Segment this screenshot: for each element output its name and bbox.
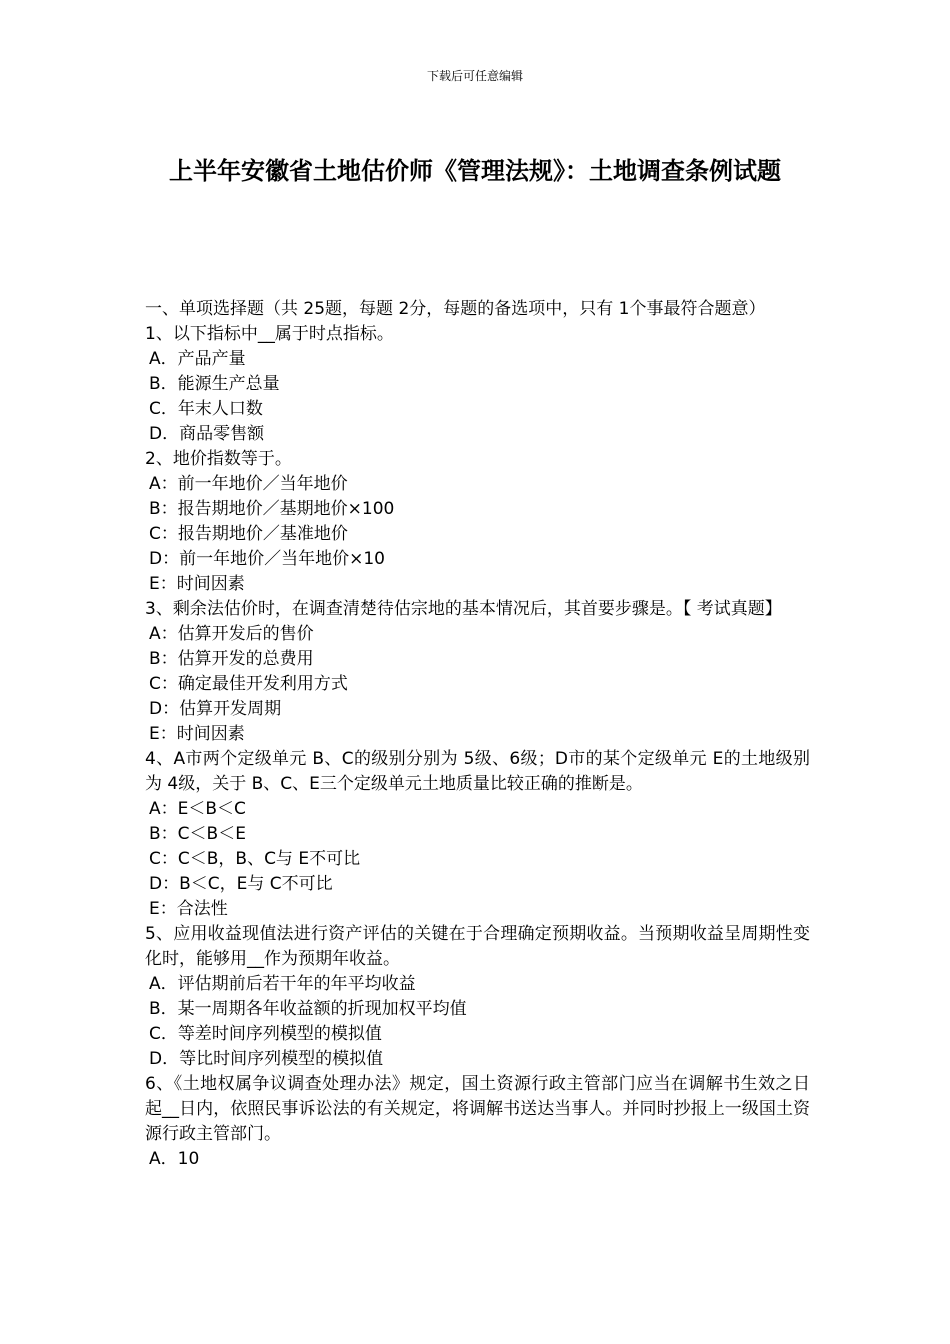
option-b: B：报告期地价／基期地价×100 bbox=[149, 499, 395, 519]
option-d: D：估算开发周期 bbox=[149, 699, 282, 719]
question-stem: 6、《土地权属争议调查处理办法》规定，国土资源行政主管部门应当在调解书生效之日起__日内，依照民事诉讼法的有关规定，将调解书送达当事人。并同时抄报上一级国土资源行政主管部门。 bbox=[145, 1074, 810, 1144]
question-1 bbox=[145, 322, 810, 447]
question-4 bbox=[145, 747, 810, 922]
option-d: D：B＜C，E与 C不可比 bbox=[149, 874, 333, 894]
option-e: E：合法性 bbox=[149, 899, 228, 919]
option-c: C：确定最佳开发利用方式 bbox=[149, 674, 348, 694]
option-d: D．商品零售额 bbox=[149, 424, 265, 444]
header-note: 下载后可任意编辑 bbox=[426, 69, 523, 83]
option-a: A：前一年地价／当年地价 bbox=[149, 474, 348, 494]
option-c: C．年末人口数 bbox=[149, 399, 263, 419]
option-a: A．产品产量 bbox=[149, 349, 246, 369]
option-c: C：C＜B，B、C与 E不可比 bbox=[149, 849, 361, 869]
option-c: C：报告期地价／基准地价 bbox=[149, 524, 348, 544]
option-e: E：时间因素 bbox=[149, 574, 245, 594]
option-b: B．能源生产总量 bbox=[149, 374, 280, 394]
option-c: C．等差时间序列模型的模拟值 bbox=[149, 1024, 382, 1044]
option-b: B：C＜B＜E bbox=[149, 824, 246, 844]
option-b: B：估算开发的总费用 bbox=[149, 649, 314, 669]
option-e: E：时间因素 bbox=[149, 724, 245, 744]
option-a: A．评估期前后若干年的年平均收益 bbox=[149, 974, 416, 994]
option-b: B．某一周期各年收益额的折现加权平均值 bbox=[149, 999, 467, 1019]
question-5 bbox=[145, 922, 810, 1072]
section-heading: 一、单项选择题（共 25题，每题 2分，每题的备选项中，只有 1个事最符合题意） bbox=[145, 299, 766, 319]
question-6 bbox=[145, 1072, 810, 1172]
option-a: A．10 bbox=[149, 1149, 200, 1169]
question-2 bbox=[145, 447, 810, 597]
option-d: D：前一年地价／当年地价×10 bbox=[149, 549, 385, 569]
question-stem: 5、应用收益现值法进行资产评估的关键在于合理确定预期收益。当预期收益呈周期性变化时，能够用__作为预期年收益。 bbox=[145, 924, 810, 969]
option-d: D．等比时间序列模型的模拟值 bbox=[149, 1049, 384, 1069]
option-a: A：估算开发后的售价 bbox=[149, 624, 314, 644]
question-stem: 2、地价指数等于。 bbox=[145, 449, 292, 469]
question-stem: 3、剩余法估价时，在调查清楚待估宗地的基本情况后，其首要步骤是。【 考试真题】 bbox=[145, 599, 782, 619]
question-stem: 1、以下指标中__属于时点指标。 bbox=[145, 324, 394, 344]
page-title: 上半年安徽省土地估价师《管理法规》：土地调查条例试题 bbox=[169, 157, 781, 185]
option-a: A：E＜B＜C bbox=[149, 799, 246, 819]
document-body bbox=[145, 297, 810, 1172]
question-3 bbox=[145, 597, 810, 747]
question-stem: 4、A市两个定级单元 B、C的级别分别为 5级、6级；D市的某个定级单元 E的土地级别为 4级，关于 B、C、E三个定级单元土地质量比较正确的推断是。 bbox=[145, 749, 810, 794]
